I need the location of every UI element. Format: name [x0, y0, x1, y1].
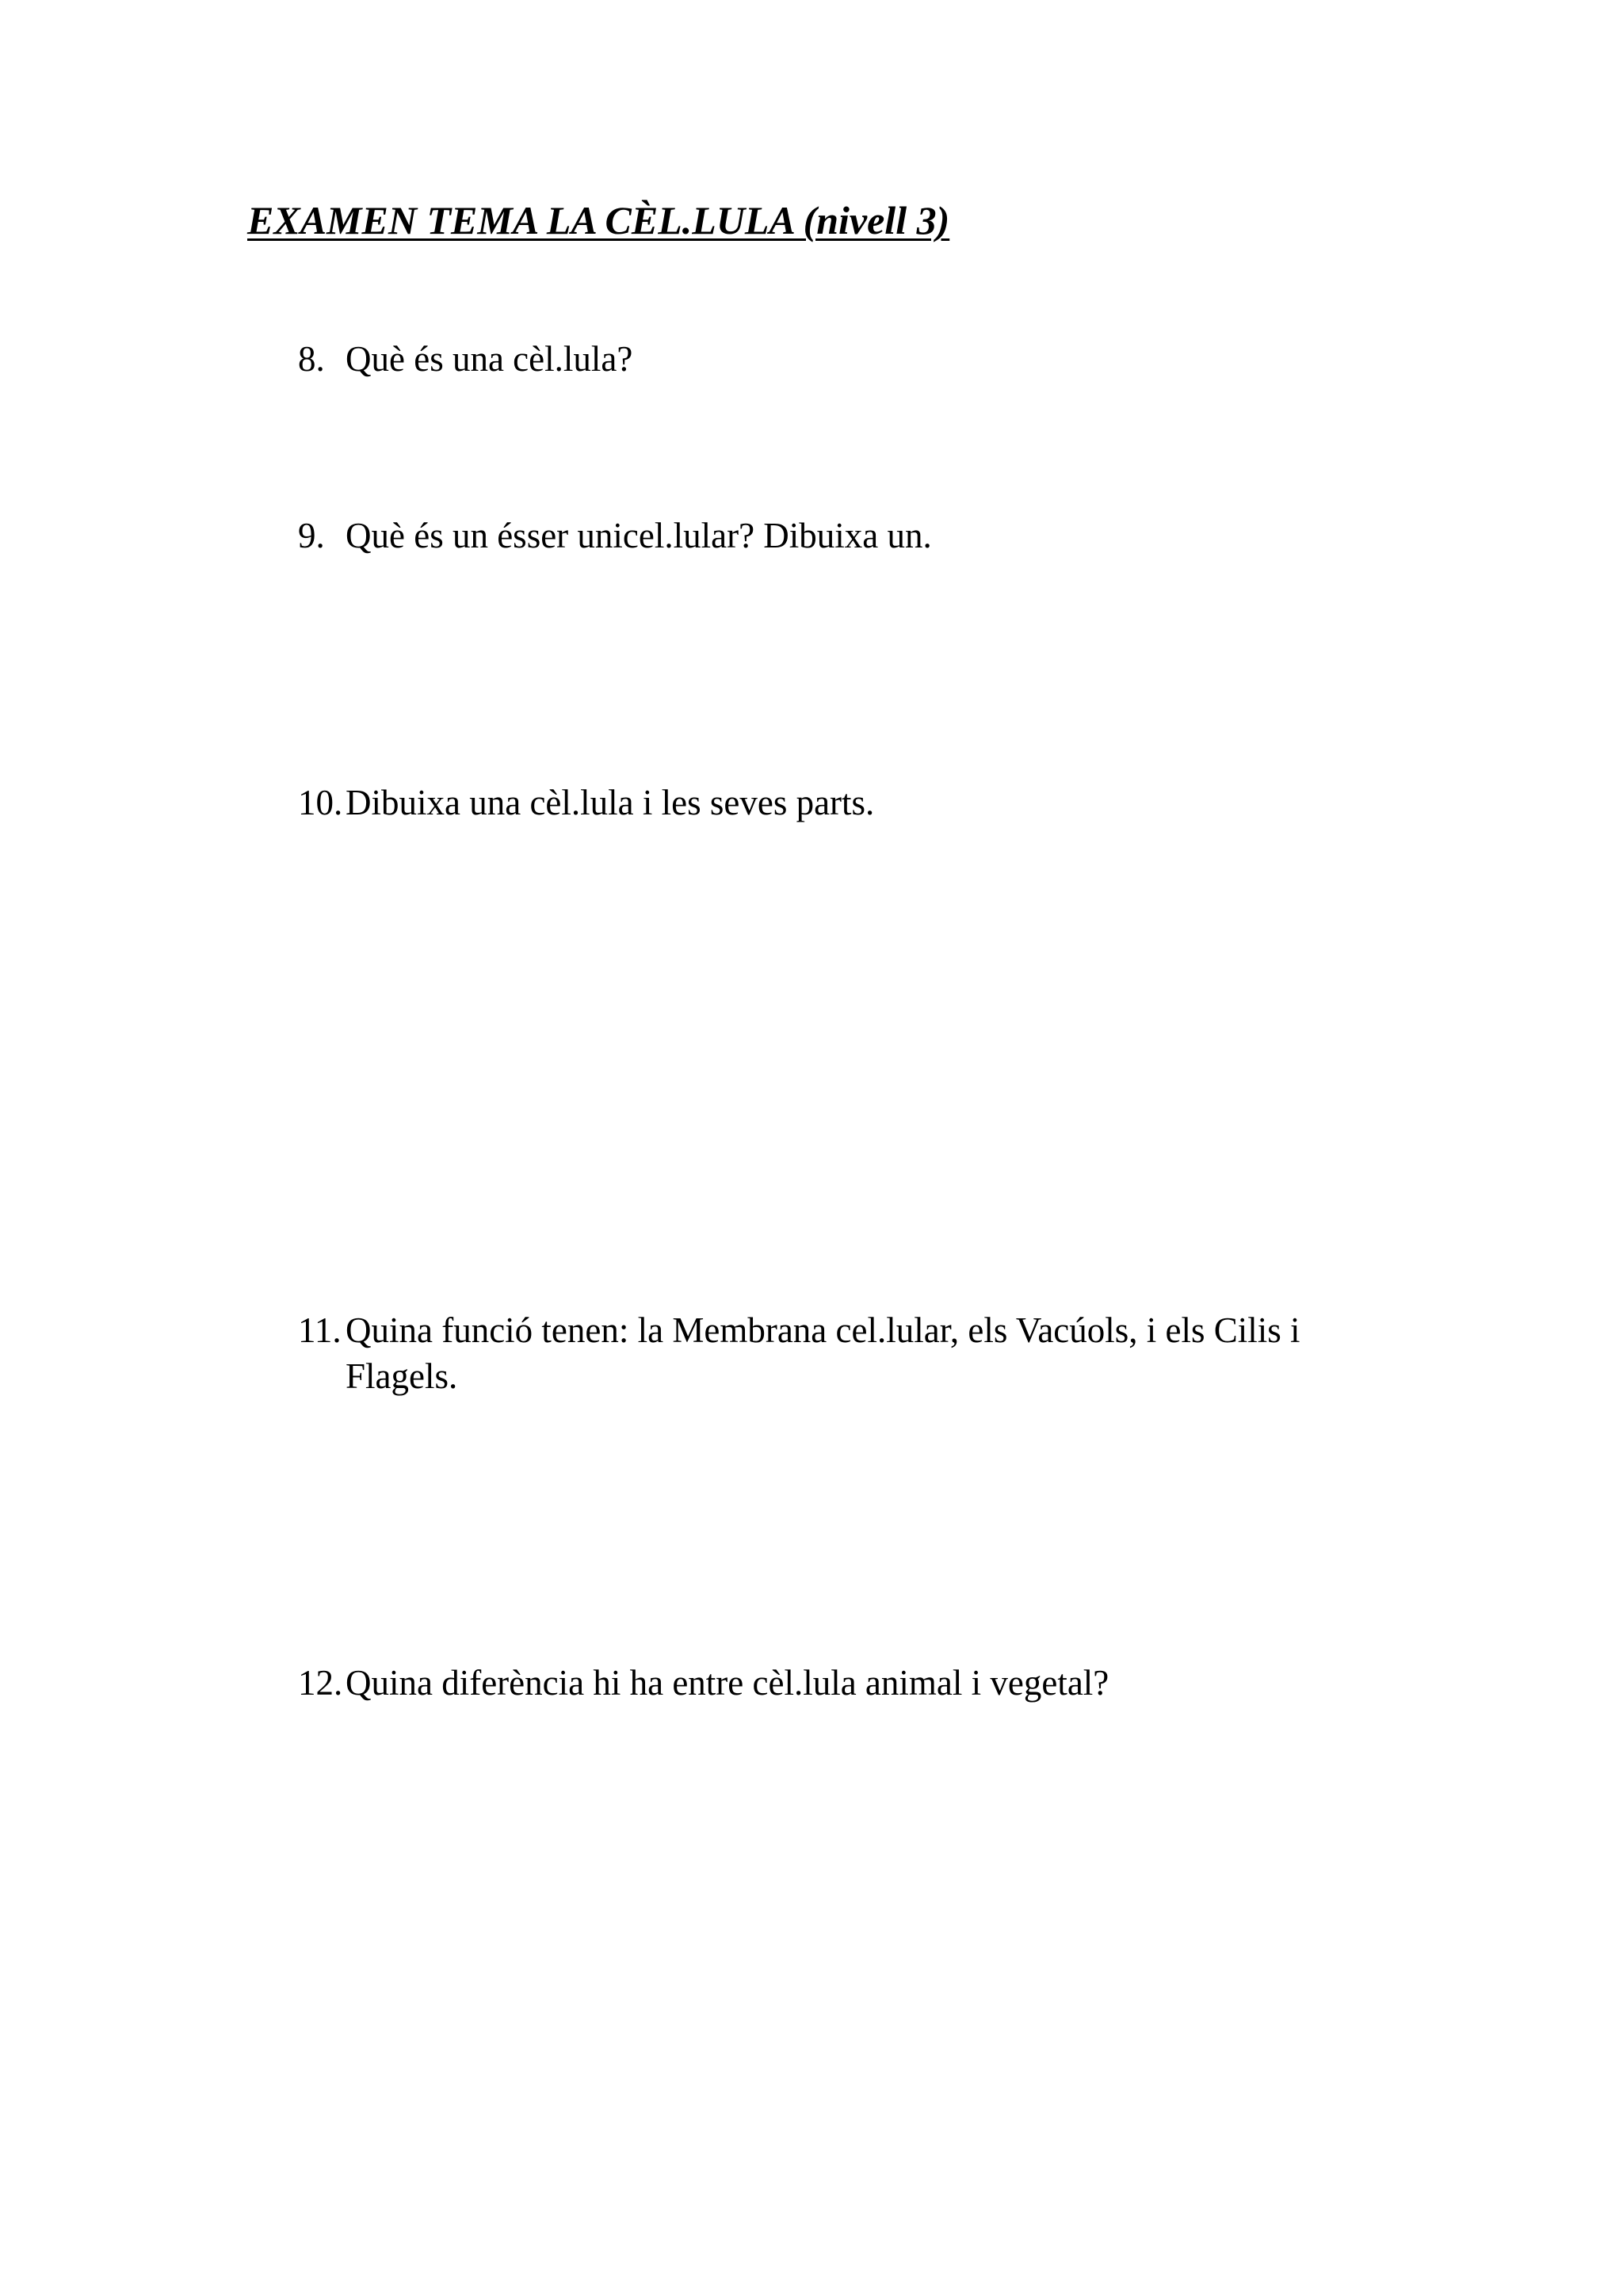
question-text: Què és una cèl.lula? [346, 339, 633, 379]
question-text: Què és un ésser unicel.lular? Dibuixa un. [346, 516, 932, 555]
question-text: Quina diferència hi ha entre cèl.lula animal i vegetal? [346, 1663, 1109, 1703]
question-number: 8. [298, 339, 325, 379]
question-12 [298, 1660, 1407, 1706]
question-10 [298, 780, 1407, 826]
question-text: Quina funció tenen: la Membrana cel.lular, els Vacúols, i els Cilis i Flagels. [346, 1310, 1300, 1396]
question-number: 11. [298, 1310, 342, 1350]
question-number: 9. [298, 516, 325, 555]
question-8 [298, 336, 1407, 382]
question-text: Dibuixa una cèl.lula i les seves parts. [346, 783, 875, 822]
question-11 [298, 1307, 1407, 1399]
question-number: 10. [298, 783, 343, 822]
question-number: 12. [298, 1663, 343, 1703]
question-9 [298, 513, 1407, 559]
page-title: EXAMEN TEMA LA CÈL.LULA (nivell 3) [247, 198, 950, 242]
